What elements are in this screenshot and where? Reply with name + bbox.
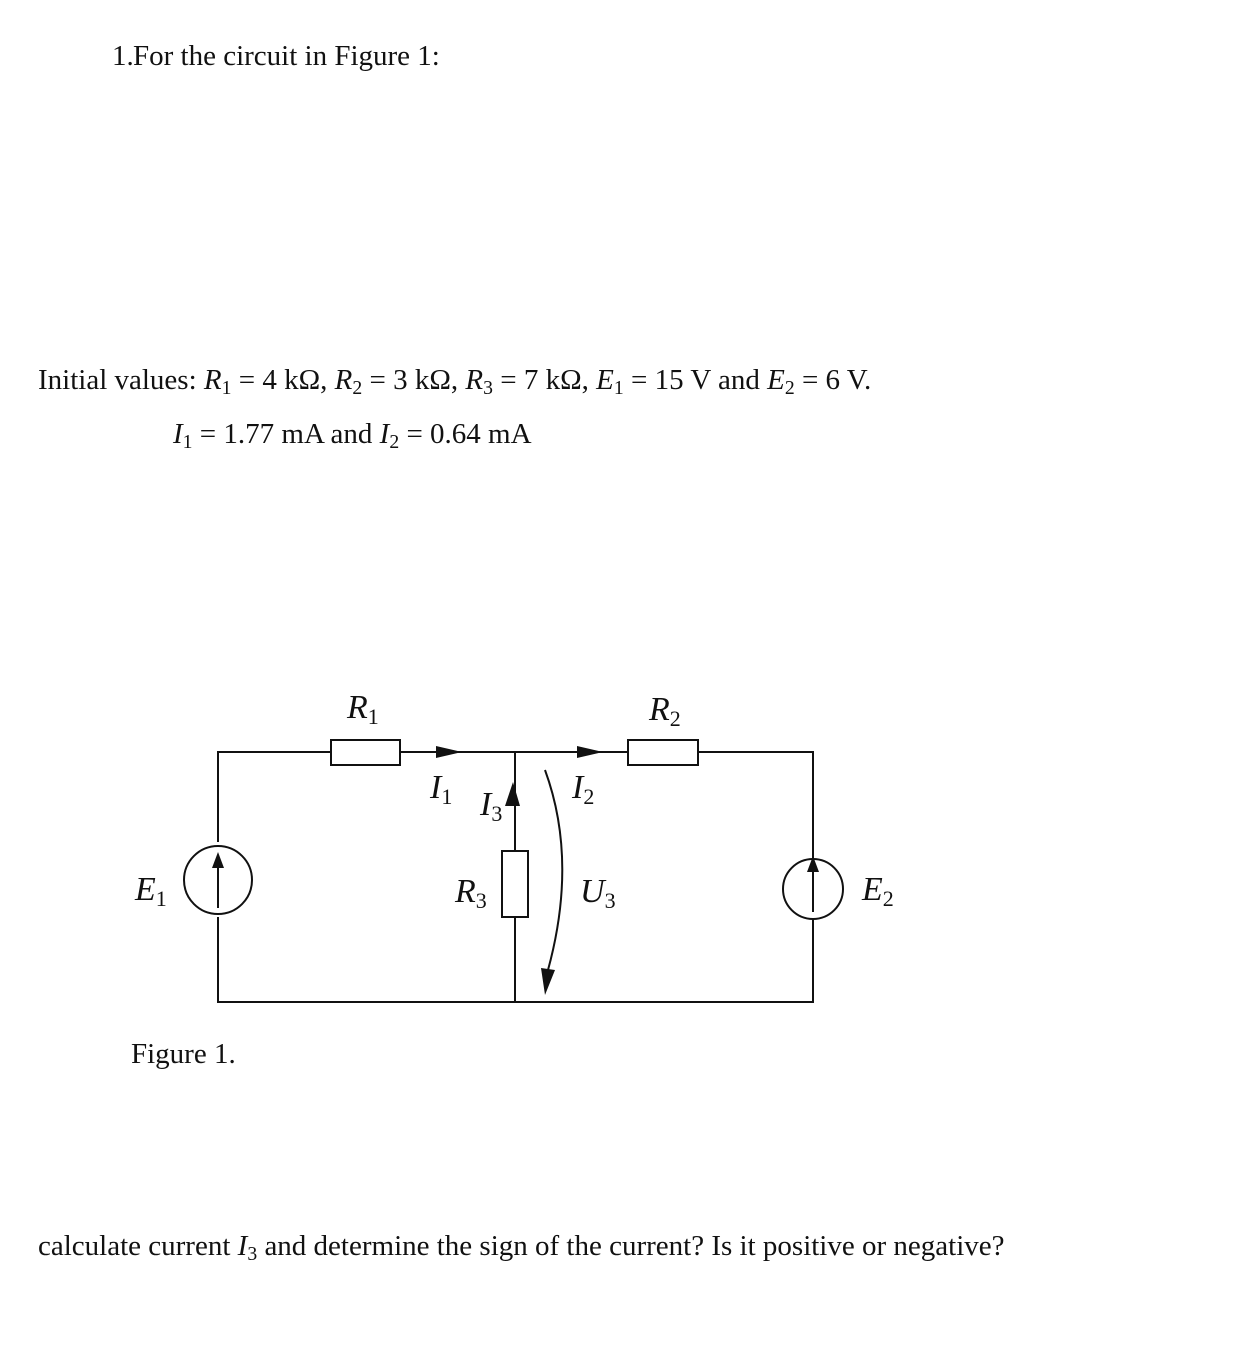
question-part-a: calculate current (38, 1230, 238, 1262)
question-part-b: and determine the sign of the current? Is it positive or negative? (257, 1230, 1005, 1262)
e1-symbol: E (596, 364, 614, 396)
i1-subscript: 1 (182, 430, 193, 453)
wire-top-left (218, 752, 331, 842)
r3-value: = 7 kΩ, (492, 364, 597, 396)
label-r1: R1 (347, 689, 379, 729)
i2-current-arrowhead (577, 746, 603, 758)
label-r2: R2 (649, 691, 681, 731)
label-r3: R3 (455, 873, 487, 913)
wire-top-right (698, 752, 813, 861)
u3-arrowhead (541, 968, 555, 995)
question-subscript: 3 (247, 1242, 258, 1265)
r2-subscript: 2 (352, 376, 363, 399)
r1-symbol: R (203, 364, 222, 396)
r1-value: = 4 kΩ, (231, 364, 335, 396)
initial-values-label: Initial values: (38, 364, 204, 396)
resistor-r2 (628, 740, 698, 765)
figure-caption: Figure 1. (131, 1038, 236, 1070)
r2-value: = 3 kΩ, (362, 364, 466, 396)
i3-current-arrowhead (505, 782, 520, 806)
r2-symbol: R (334, 364, 353, 396)
resistor-r3 (502, 851, 528, 917)
label-u3: U3 (580, 873, 616, 913)
e2-value: = 6 V. (794, 364, 872, 396)
question-text (38, 1230, 1005, 1265)
i2-value: = 0.64 mA (399, 418, 532, 450)
label-i1: I1 (430, 769, 453, 809)
i2-subscript: 2 (389, 430, 400, 453)
label-i2: I2 (572, 769, 595, 809)
e1-subscript: 1 (613, 376, 624, 399)
label-i3: I3 (480, 786, 503, 826)
question-symbol: I (237, 1230, 248, 1262)
e1-value: = 15 V and (623, 364, 768, 396)
i1-current-arrowhead (436, 746, 462, 758)
problem-number: 1. (112, 40, 134, 72)
r3-symbol: R (465, 364, 484, 396)
resistor-r1 (331, 740, 400, 765)
problem-intro: For the circuit in Figure 1: (133, 40, 440, 72)
i1-symbol: I (173, 418, 183, 450)
i1-value: = 1.77 mA and (192, 418, 380, 450)
u3-voltage-arc (545, 770, 562, 970)
i2-symbol: I (379, 418, 390, 450)
e2-subscript: 2 (784, 376, 795, 399)
e2-symbol: E (767, 364, 785, 396)
label-e2: E2 (862, 871, 894, 911)
label-e1: E1 (135, 871, 167, 911)
r1-subscript: 1 (221, 376, 232, 399)
r3-subscript: 3 (483, 376, 493, 399)
